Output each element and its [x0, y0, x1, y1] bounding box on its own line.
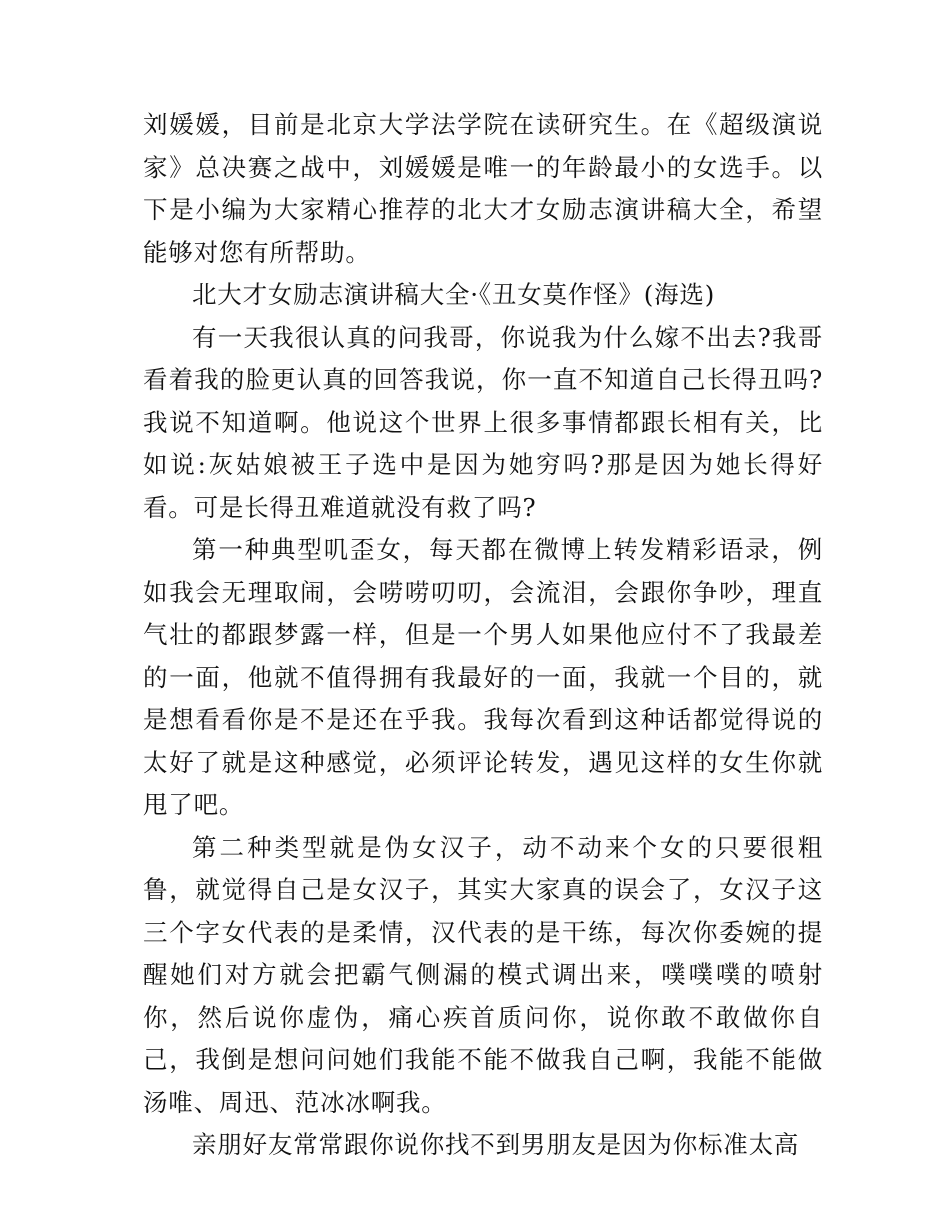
body-paragraph: 有一天我很认真的问我哥，你说我为什么嫁不出去?我哥看着我的脸更认真的回答我说，你一直不知道自己长得丑吗?我说不知道啊。他说这个世界上很多事情都跟长相有关，比如说:灰姑娘被王子选中是因为她穷吗?那是因为她长得好看。可是长得丑难道就没有救了吗?	[143, 322, 823, 522]
document-body	[143, 104, 823, 1167]
intro-paragraph: 刘媛媛，目前是北京大学法学院在读研究生。在《超级演说家》总决赛之战中，刘媛媛是唯一的年龄最小的女选手。以下是小编为大家精心推荐的北大才女励志演讲稿大全，希望能够对您有所帮助。	[143, 110, 823, 267]
body-paragraph: 第二种类型就是伪女汉子，动不动来个女的只要很粗鲁，就觉得自己是女汉子，其实大家真的误会了，女汉子这三个字女代表的是柔情，汉代表的是干练，每次你委婉的提醒她们对方就会把霸气侧漏的模式调出来，噗噗噗的喷射你，然后说你虚伪，痛心疾首质问你，说你敢不敢做你自己，我倒是想问问她们我能不能不做我自己啊，我能不能做汤唯、周迅、范冰冰啊我。	[143, 832, 823, 1117]
body-paragraph: 第一种典型叽歪女，每天都在微博上转发精彩语录，例如我会无理取闹，会唠唠叨叨，会流泪，会跟你争吵，理直气壮的都跟梦露一样，但是一个男人如果他应付不了我最差的一面，他就不值得拥有我最好的一面，我就一个目的，就是想看看你是不是还在乎我。我每次看到这种话都觉得说的太好了就是这种感觉，必须评论转发，遇见这样的女生你就甩了吧。	[143, 535, 823, 819]
body-paragraph: 亲朋好友常常跟你说你找不到男朋友是因为你标准太高	[192, 1130, 800, 1159]
section-heading: 北大才女励志演讲稿大全·《丑女莫作怪》(海选)	[192, 280, 716, 309]
